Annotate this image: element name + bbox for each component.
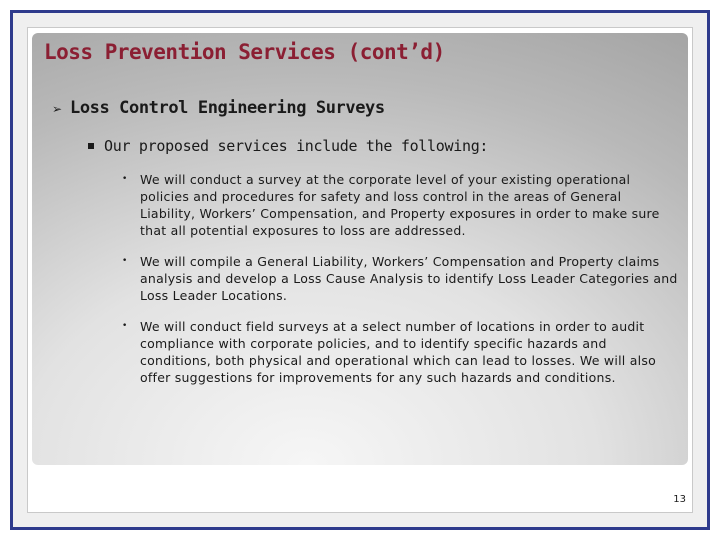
page-number: 13 [673, 494, 686, 505]
subheading-item [88, 137, 488, 155]
list-item-text: We will compile a General Liability, Workers’ Compensation and Property claims analysis and develop a Loss Cause Analysis to identify Loss Leader Categories and Loss Leader Locations. [140, 254, 678, 303]
arrow-bullet-icon: ➢ [52, 102, 63, 116]
dot-bullet-icon: • [122, 321, 128, 331]
heading-text: Loss Control Engineering Surveys [70, 98, 385, 118]
slide-title: Loss Prevention Services (cont’d) [44, 40, 445, 64]
dot-bullet-icon: • [122, 174, 128, 184]
heading-item [52, 98, 385, 118]
dot-bullet-icon: • [122, 256, 128, 266]
list-item [122, 253, 678, 304]
subheading-text: Our proposed services include the following: [104, 137, 489, 155]
list-item-text: We will conduct field surveys at a select number of locations in order to audit compliance with corporate policies, and to identify specific hazards and conditions, both physical and operational which can lead to losses. We will also offer suggestions for improvements for any such hazards and conditions. [140, 319, 657, 385]
list-item-text: We will conduct a survey at the corporate level of your existing operational policies and procedures for safety and loss control in the areas of General Liability, Workers’ Compensation, and Property exposures in order to make sure that all potential exposures to loss are addressed. [140, 172, 660, 238]
list-item [122, 318, 678, 386]
list-item [122, 171, 678, 239]
square-bullet-icon [88, 143, 94, 149]
